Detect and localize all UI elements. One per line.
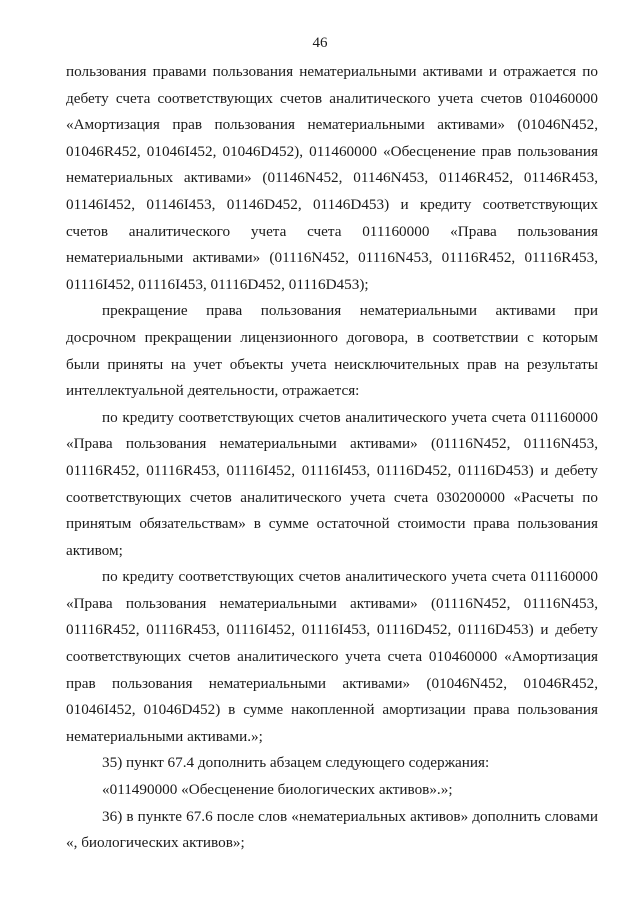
document-body [66, 59, 598, 857]
paragraph-license-termination: прекращение права пользования нематериальными активами при досрочном прекращении лицензионного договора, в соответствии с которым были приняты на учет объекты учета неисключительных прав на результаты интеллектуальной деятельности, отражается: [66, 302, 598, 400]
paragraph-item-35: 35) пункт 67.4 дополнить абзацем следующего содержания: [102, 754, 490, 772]
paragraph-item-36: 36) в пункте 67.6 после слов «нематериальных активов» дополнить словами «, биологических активов»; [66, 807, 598, 852]
page-number: 46 [312, 35, 328, 51]
paragraph-item-35-content: «011490000 «Обесценение биологических активов».»; [102, 781, 453, 799]
paragraph-amortization-continuation: пользования правами пользования нематериальными активами и отражается по дебету счета соответствующих счетов аналитического учета счетов 010460000 «Амортизация прав пользования нематериальными активами» (01046N452, 01046R452, 01046I452, 01046D452), 011460000 «Обесценение прав пользования нематериальных активами» (01146N452, 01146N453, 01146R452, 01146R453, 01146I452, 01146I453, 01146D452, 01146D453) и кредиту соответствующих счетов аналитического учета счета 011160000 «Права пользования нематериальными активами» (01116N452, 01116N453, 01116R452, 01116R453, 01116I452, 01116I453, 01116D452, 01116D453); [66, 63, 598, 293]
paragraph-residual-value-entry: по кредиту соответствующих счетов аналитического учета счета 011160000 «Права пользования нематериальными активами» (01116N452, 01116N453, 01116R452, 01116R453, 01116I452, 01116I453, 01116D452, 01116D453) и дебету соответствующих счетов аналитического учета счета 030200000 «Расчеты по принятым обязательствам» в сумме остаточной стоимости права пользования активом; [66, 408, 598, 559]
paragraph-accumulated-amortization-entry: по кредиту соответствующих счетов аналитического учета счета 011160000 «Права пользования нематериальными активами» (01116N452, 01116N453, 01116R452, 01116R453, 01116I452, 01116I453, 01116D452, 01116D453) и дебету соответствующих счетов аналитического учета счета 010460000 «Амортизация прав пользования нематериальными активами» (01046N452, 01046R452, 01046I452, 01046D452) в сумме накопленной амортизации права пользования нематериальными активами.»; [66, 568, 598, 745]
